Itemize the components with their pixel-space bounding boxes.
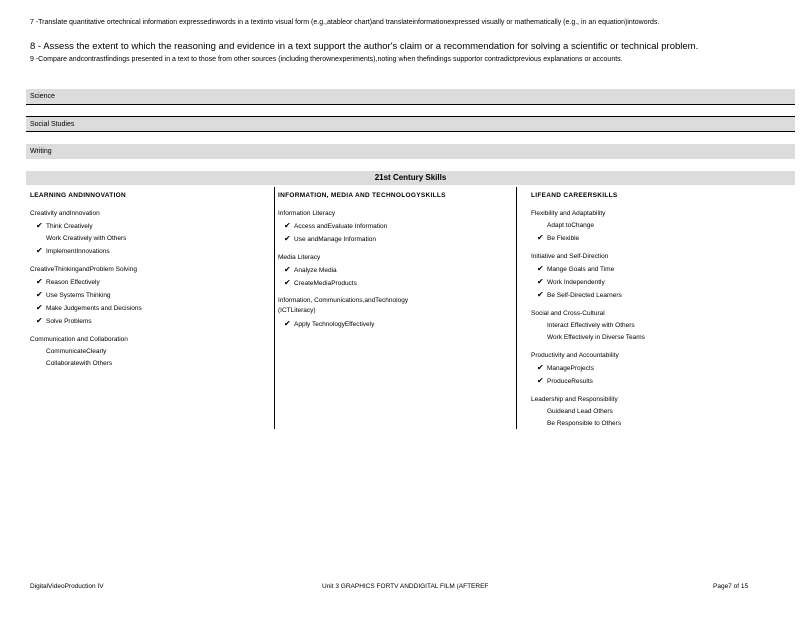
creativity-group — [30, 208, 270, 258]
list-item: ✔ ImplementInnovations — [36, 246, 110, 255]
checkmark-icon: ✔ — [36, 221, 43, 230]
checkmark-icon: ✔ — [284, 265, 291, 274]
list-item: ✔ ProduceResults — [537, 376, 593, 385]
standard-8: 8 - Assess the extent to which the reasoning and evidence in a text support the author's claim or a recommendation for solving a scientific or technical problem. — [30, 41, 699, 52]
science-bar — [26, 89, 795, 104]
social-studies-bar — [26, 117, 795, 132]
list-item: Guideand Lead Others — [547, 408, 613, 415]
checkmark-icon: ✔ — [36, 246, 43, 255]
group-title: Creativity andInnovation — [30, 210, 100, 217]
checkmark-icon: ✔ — [537, 264, 544, 273]
flexibility-group — [531, 208, 791, 245]
ict-literacy-group — [278, 296, 428, 331]
column-divider — [274, 187, 275, 429]
list-item: ✔ Analyze Media — [284, 265, 337, 274]
initiative-group — [531, 251, 791, 302]
standard-7: 7 -Translate quantitative ortechnical information expressedinwords in a textinto visual form (e.g.,atableor chart)and translateinformationexpressed visually or mathematically (e.g., in an equation)intowords. — [30, 19, 660, 26]
productivity-group — [531, 350, 791, 388]
info-literacy-group — [278, 208, 512, 246]
checkmark-icon: ✔ — [537, 363, 544, 372]
divider — [26, 104, 795, 105]
checkmark-icon: ✔ — [36, 316, 43, 325]
list-item: Work Creatively with Others — [46, 235, 127, 242]
checkmark-icon: ✔ — [537, 277, 544, 286]
list-item: ✔ Mange Goals and Time — [537, 264, 615, 273]
life-heading: LIFEAND CAREERSKILLS — [531, 192, 618, 199]
skills-title: 21st Century Skills — [26, 171, 795, 185]
social-group — [531, 308, 791, 344]
checkmark-icon: ✔ — [284, 278, 291, 287]
group-title: Initiative and Self-Direction — [531, 253, 609, 260]
group-title: Leadership and Responsibility — [531, 396, 618, 403]
group-title: Communication and Collaboration — [30, 336, 128, 343]
critical-group — [30, 264, 270, 328]
list-item: ✔ ManageProjects — [537, 363, 594, 372]
media-literacy-group — [278, 252, 512, 290]
list-item: ✔ Reason Effectively — [36, 277, 100, 286]
list-item: ✔ Be Self-Directed Learners — [537, 290, 622, 299]
leadership-group — [531, 394, 791, 430]
checkmark-icon: ✔ — [537, 376, 544, 385]
information-heading: INFORMATION, MEDIA AND TECHNOLOGYSKILLS — [278, 192, 446, 199]
list-item: CommunicateClearly — [46, 348, 107, 355]
information-column — [278, 190, 512, 331]
checkmark-icon: ✔ — [36, 277, 43, 286]
list-item: ✔ Work Independently — [537, 277, 605, 286]
list-item: ✔ Use Systems Thinking — [36, 290, 111, 299]
list-item: ✔ Access andEvaluate Information — [284, 221, 388, 230]
science-label: Science — [30, 93, 55, 100]
checkmark-icon: ✔ — [537, 290, 544, 299]
learning-column — [30, 190, 270, 370]
group-title: Social and Cross-Cultural — [531, 310, 605, 317]
column-divider — [516, 187, 517, 429]
list-item: ✔ Be Flexible — [537, 233, 580, 242]
list-item: ✔ Use andManage Information — [284, 234, 377, 243]
list-item: ✔ CreateMediaProducts — [284, 278, 357, 287]
page-number: Page7 of 15 — [713, 583, 749, 590]
group-title: Productivity and Accountability — [531, 352, 619, 359]
group-title: Media Literacy — [278, 254, 321, 261]
list-item: ✔ Make Judgements and Decisions — [36, 303, 142, 312]
list-item: ✔ Apply TechnologyEffectively — [284, 319, 375, 328]
writing-bar — [26, 144, 795, 159]
checkmark-icon: ✔ — [284, 221, 291, 230]
learning-heading: LEARNING ANDINNOVATION — [30, 192, 127, 199]
group-title: Flexibility and Adaptability — [531, 210, 606, 217]
group-title: CreativeThinkingandProblem Solving — [30, 266, 137, 273]
communication-group — [30, 334, 270, 370]
list-item: Interact Effectively with Others — [547, 322, 635, 329]
checkmark-icon: ✔ — [36, 290, 43, 299]
list-item: ✔ Think Creatively — [36, 221, 93, 230]
footer-left: DigitalVideoProduction IV — [30, 583, 104, 590]
list-item: Adapt toChange — [547, 222, 594, 229]
list-item: Work Effectively in Diverse Teams — [547, 334, 645, 341]
list-item: ✔ Solve Problems — [36, 316, 92, 325]
life-column — [531, 190, 791, 430]
checkmark-icon: ✔ — [284, 234, 291, 243]
group-title: Information Literacy — [278, 210, 336, 217]
writing-label: Writing — [30, 148, 52, 155]
checkmark-icon: ✔ — [36, 303, 43, 312]
checkmark-icon: ✔ — [284, 319, 291, 328]
social-studies-label: Social Studies — [30, 121, 75, 128]
footer-center: Unit 3 GRAPHICS FORTV ANDDIGITAL FILM (AFTEREF — [322, 583, 489, 590]
standard-9: 9 -Compare andcontrastfindings presented in a text to those from other sources (including therownexperiments),noting when thefindings supportor contradictprevious explanations or accounts. — [30, 56, 623, 63]
checkmark-icon: ✔ — [537, 233, 544, 242]
divider — [26, 131, 795, 132]
list-item: Be Responsible to Others — [547, 420, 622, 427]
group-title: Information, Communications,andTechnology (ICTLiteracy) — [278, 297, 409, 314]
list-item: Collaboratewith Others — [46, 360, 113, 367]
